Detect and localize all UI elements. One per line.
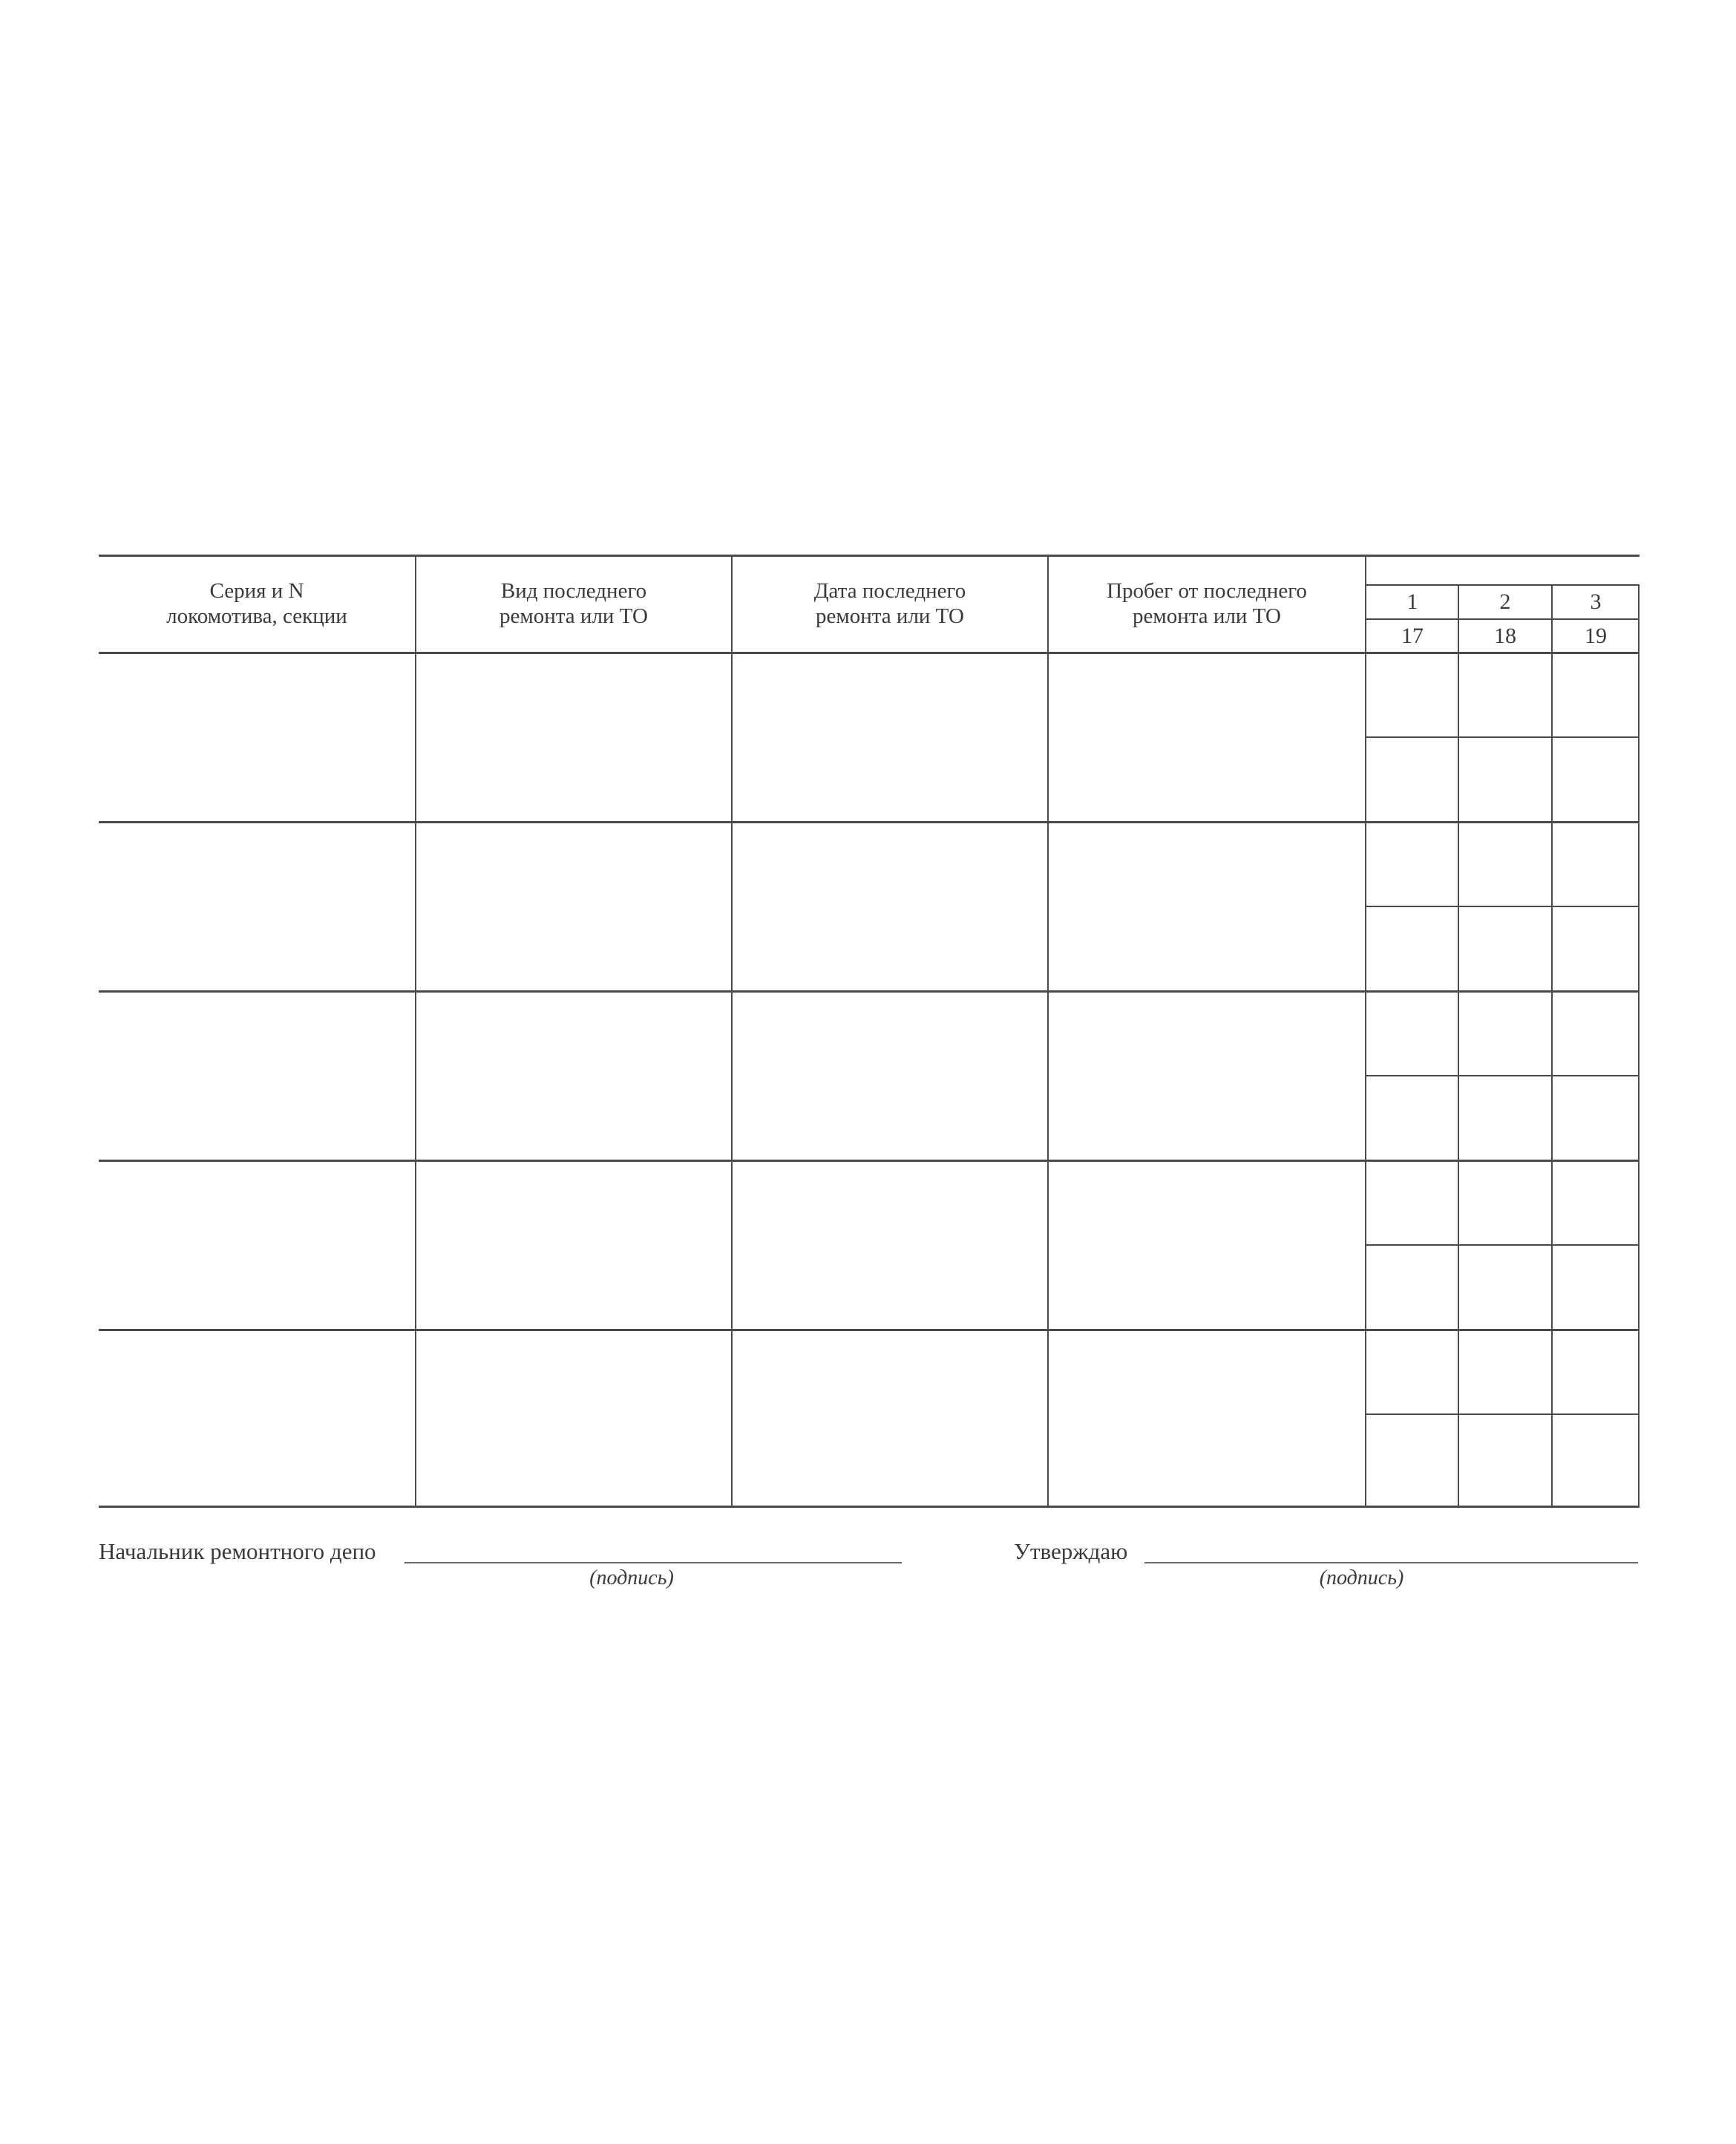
table-row[interactable] (99, 993, 1365, 1160)
header-line: ремонта или ТО (499, 604, 648, 628)
row-2-sub-line (1365, 906, 1640, 907)
subcolumn-divider-1 (1458, 584, 1459, 1508)
table-bottom-border (99, 1506, 1640, 1508)
subcolumn-number: 2 (1499, 589, 1511, 614)
row-1-sub-line (1365, 736, 1640, 738)
header-line: Вид последнего (500, 579, 647, 603)
table-row[interactable] (99, 823, 1365, 990)
header-mileage-since-repair (1049, 578, 1365, 629)
column-divider-4 (1365, 555, 1366, 1508)
subcolumn-number: 1 (1406, 589, 1418, 614)
table-row[interactable] (99, 654, 1365, 821)
approve-signature-line[interactable] (1144, 1562, 1638, 1563)
subcolumn-divider-2 (1551, 584, 1553, 1508)
subheader-top-line (1365, 584, 1640, 586)
table-row[interactable] (99, 1331, 1365, 1506)
approve-signature-caption: (подпись) (1319, 1566, 1404, 1589)
depot-head-signature-caption: (подпись) (589, 1566, 674, 1589)
table-right-border (1638, 584, 1640, 1508)
header-line: ремонта или ТО (1133, 604, 1281, 628)
subcolumn-number: 17 (1401, 624, 1424, 648)
header-line: Пробег от последнего (1107, 579, 1307, 603)
depot-head-label: Начальник ремонтного депо (99, 1538, 376, 1564)
row-4-sub-line (1365, 1244, 1640, 1246)
subcolumn-number: 3 (1590, 589, 1602, 614)
table-top-border (99, 555, 1640, 557)
header-last-repair-date (733, 578, 1047, 629)
subcolumn-number: 19 (1585, 624, 1607, 648)
locomotive-repair-table (99, 555, 1640, 1508)
header-series-number (99, 578, 415, 629)
depot-head-signature-line[interactable] (404, 1562, 902, 1563)
header-last-repair-type (416, 578, 731, 629)
header-line: ремонта или ТО (816, 604, 964, 628)
row-5-sub-line (1365, 1413, 1640, 1415)
header-line: Серия и N (209, 579, 304, 603)
subcolumn-number: 18 (1494, 624, 1516, 648)
header-line: Дата последнего (813, 579, 966, 603)
header-line: локомотива, секции (166, 604, 347, 628)
table-row[interactable] (99, 1162, 1365, 1329)
approve-label: Утверждаю (1014, 1538, 1128, 1564)
row-3-sub-line (1365, 1075, 1640, 1076)
subheader-mid-line (1365, 618, 1640, 620)
